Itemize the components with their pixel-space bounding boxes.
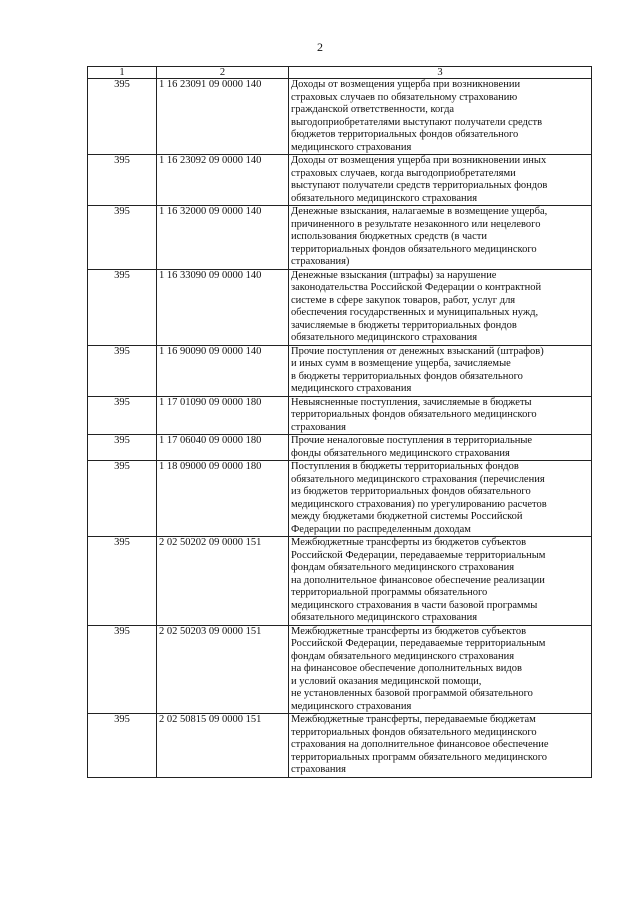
- description-cell: [289, 206, 592, 270]
- description-line: из бюджетов территориальных фондов обязательного: [291, 486, 531, 497]
- description-line: не установленных базовой программой обязательного: [291, 688, 533, 699]
- description-line: обязательного медицинского страхования: [291, 612, 478, 623]
- description-line: страхования: [291, 764, 346, 775]
- agency-code-cell: 395: [88, 714, 157, 778]
- description-line: территориальных фондов обязательного медицинского: [291, 726, 537, 738]
- description-line: гражданской ответственности, когда: [291, 104, 455, 115]
- description-line: Межбюджетные трансферты из бюджетов субъектов: [291, 537, 527, 548]
- description-line: медицинского страхования: [291, 141, 412, 153]
- description-line: Поступления в бюджеты территориальных фондов: [291, 461, 519, 472]
- description-line: между бюджетами бюджетной системы Российской: [291, 511, 523, 522]
- description-line: страхования): [291, 256, 350, 267]
- table-row: [88, 269, 592, 345]
- description-line: обеспечения государственных и муниципальных нужд,: [291, 307, 539, 318]
- column-header-2: 2: [157, 67, 289, 79]
- description-line: территориальной программы обязательного: [291, 587, 488, 598]
- description-line: медицинского страхования) по урегулированию расчетов: [291, 498, 547, 510]
- description-line: в бюджеты территориальных фондов обязательного: [291, 370, 523, 382]
- description-line: фонды обязательного медицинского страхования: [291, 447, 510, 459]
- description-line: фондам обязательного медицинского страхования: [291, 650, 515, 662]
- agency-code-cell: 395: [88, 206, 157, 270]
- description-line: страхования: [291, 421, 346, 433]
- description-cell: [289, 625, 592, 714]
- description-line: Межбюджетные трансферты, передаваемые бюджетам: [291, 714, 536, 725]
- description-line: фондам обязательного медицинского страхования: [291, 562, 515, 573]
- description-cell: [289, 537, 592, 626]
- table-row: [88, 461, 592, 537]
- table-row: [88, 79, 592, 155]
- budget-code-cell: 1 18 09000 09 0000 180: [157, 461, 289, 537]
- description-line: Российской Федерации, передаваемые территориальным: [291, 638, 546, 649]
- description-line: обязательного медицинского страхования: [291, 192, 478, 204]
- description-line: Российской Федерации, передаваемые территориальным: [291, 549, 546, 561]
- description-cell: [289, 269, 592, 345]
- table-row: [88, 155, 592, 206]
- description-line: территориальных фондов обязательного медицинского: [291, 243, 537, 255]
- description-line: и иных сумм в возмещение ущерба, зачисляемые: [291, 358, 511, 369]
- description-line: медицинского страхования: [291, 700, 412, 712]
- description-line: использования бюджетных средств (в части: [291, 231, 487, 242]
- table-row: [88, 537, 592, 626]
- description-line: законодательства Российской Федерации о контрактной: [291, 282, 542, 293]
- description-line: причиненного в результате незаконного или нецелевого: [291, 218, 541, 230]
- description-line: страховых случаев по обязательному страхованию: [291, 91, 518, 103]
- table-row: [88, 396, 592, 435]
- budget-code-cell: 1 16 90090 09 0000 140: [157, 345, 289, 396]
- budget-code-cell: 1 17 01090 09 0000 180: [157, 396, 289, 435]
- agency-code-cell: 395: [88, 396, 157, 435]
- description-line: Прочие поступления от денежных взысканий (штрафов): [291, 345, 544, 357]
- description-line: Невыясненные поступления, зачисляемые в бюджеты: [291, 396, 532, 408]
- header-row: [88, 67, 592, 79]
- description-line: зачисляемые в бюджеты территориальных фондов: [291, 319, 517, 331]
- agency-code-cell: 395: [88, 155, 157, 206]
- description-line: медицинского страхования в части базовой программы: [291, 599, 538, 611]
- agency-code-cell: 395: [88, 345, 157, 396]
- table-row: [88, 345, 592, 396]
- description-line: Федерации по распределенным доходам: [291, 523, 471, 535]
- table-row: [88, 714, 592, 778]
- column-header-3: 3: [289, 67, 592, 79]
- description-line: Доходы от возмещения ущерба при возникновении иных: [291, 155, 547, 166]
- description-cell: [289, 714, 592, 778]
- budget-code-cell: 1 16 32000 09 0000 140: [157, 206, 289, 270]
- description-line: выгодоприобретателями выступают получатели средств: [291, 116, 543, 128]
- description-cell: [289, 345, 592, 396]
- budget-code-cell: 1 16 33090 09 0000 140: [157, 269, 289, 345]
- page-number: 2: [317, 40, 323, 54]
- agency-code-cell: 395: [88, 435, 157, 461]
- description-cell: [289, 435, 592, 461]
- table-row: [88, 435, 592, 461]
- description-line: и условий оказания медицинской помощи,: [291, 675, 482, 687]
- description-line: Межбюджетные трансферты из бюджетов субъектов: [291, 625, 527, 637]
- budget-code-cell: 1 16 23091 09 0000 140: [157, 79, 289, 155]
- description-line: обязательного медицинского страхования: [291, 332, 478, 343]
- description-cell: [289, 155, 592, 206]
- description-line: страхования на дополнительное финансовое обеспечение: [291, 739, 549, 750]
- table-row: [88, 625, 592, 714]
- description-line: Денежные взыскания, налагаемые в возмещение ущерба,: [291, 206, 548, 217]
- budget-code-cell: 2 02 50815 09 0000 151: [157, 714, 289, 778]
- table-header: [88, 67, 592, 79]
- description-line: Доходы от возмещения ущерба при возникновении: [291, 79, 521, 90]
- agency-code-cell: 395: [88, 269, 157, 345]
- description-line: территориальных фондов обязательного медицинского: [291, 409, 537, 420]
- table-row: [88, 206, 592, 270]
- budget-codes-table: [87, 66, 592, 778]
- description-line: на финансовое обеспечение дополнительных видов: [291, 663, 522, 674]
- description-line: страховых случаев, когда выгодоприобретателями: [291, 167, 516, 179]
- budget-code-cell: 1 16 23092 09 0000 140: [157, 155, 289, 206]
- budget-code-cell: 2 02 50202 09 0000 151: [157, 537, 289, 626]
- column-header-1: 1: [88, 67, 157, 79]
- description-cell: [289, 461, 592, 537]
- budget-code-cell: 2 02 50203 09 0000 151: [157, 625, 289, 714]
- description-line: на дополнительное финансовое обеспечение реализации: [291, 574, 545, 586]
- agency-code-cell: 395: [88, 461, 157, 537]
- description-line: Прочие неналоговые поступления в территориальные: [291, 435, 533, 446]
- description-line: территориальных программ обязательного медицинского: [291, 751, 548, 763]
- description-line: медицинского страхования: [291, 383, 412, 394]
- description-line: бюджетов территориальных фондов обязательного: [291, 129, 519, 140]
- description-line: Денежные взыскания (штрафы) за нарушение: [291, 269, 497, 281]
- budget-code-cell: 1 17 06040 09 0000 180: [157, 435, 289, 461]
- agency-code-cell: 395: [88, 79, 157, 155]
- description-cell: [289, 79, 592, 155]
- description-line: обязательного медицинского страхования (перечисления: [291, 473, 545, 485]
- description-cell: [289, 396, 592, 435]
- agency-code-cell: 395: [88, 625, 157, 714]
- table-body: [88, 79, 592, 778]
- description-line: системе в сфере закупок товаров, работ, услуг для: [291, 294, 516, 306]
- description-line: выступают получатели средств территориальных фондов: [291, 180, 548, 191]
- agency-code-cell: 395: [88, 537, 157, 626]
